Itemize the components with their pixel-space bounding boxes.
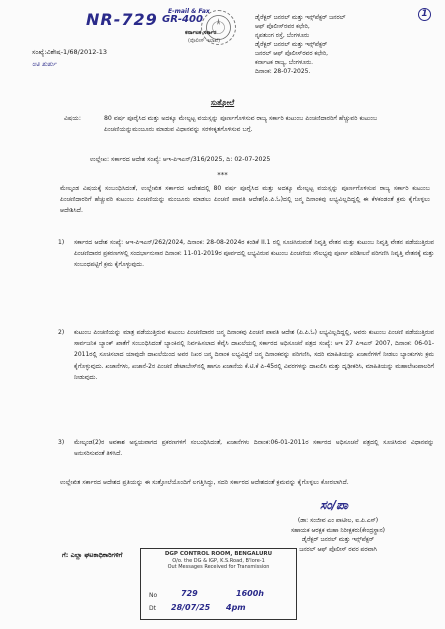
- handwritten-page-number: 1: [418, 8, 431, 21]
- stamp-line: O/o. the DG & IGP, K.S.Road, B'lore-1: [172, 558, 265, 564]
- signature-scribble: ಸಂ/ಪಾ: [320, 498, 348, 512]
- recipient-line: ಗೆ: ಎಲ್ಲಾ ಘಟಕಾಧಿಕಾರಿಗಳಿಗೆ: [62, 551, 123, 559]
- list-item-text: ಸರ್ಕಾರದ ಆದೇಶ ಸಂಖ್ಯೆ: ಆಇ-ಪಿಇಎನ್/262/2024, ದಿನಾಂಕ: 28-08-2024ರ ಕಂಡಿಕೆ II.1 ರಲ್ಲಿ ಸೂಚಿಸಿರುವಂತೆ ನಿವೃತ್ತಿ ವೇತನ ಮತ್ತು ಕುಟುಂಬ ನಿವೃತ್ತಿ ವೇತನ ಪಡೆಯುತ್ತಿರುವ ಪಿಂಚಣಿದಾರರ ಪ್ರಕರಣಗಳಲ್ಲಿ ಸಂದರ್ಭಾನುಸಾರ ದಿನಾಂಕ: 11-01-2019ರ ಪೂರ್ವದಲ್ಲಿ ಲಭ್ಯವಿರುವ ಕುಟುಂಬ ಪಿಂಚಣಿಯ ಸೌಲಭ್ಯವು ಪೂರ್ಣ ಪರಿಶೀಲನೆ ಪರಿಗಣಿಸಿ ನಿವೃತ್ತಿ ವೇತನಕ್ಕೆ ಮತ್ತು ಸಂಬಂಧಪಟ್ಟಿಗೆ ಕ್ರಮ ಕೈಗೊಳ್ಳುವುದು.: [74, 239, 434, 269]
- subject-label: ವಿಷಯ:: [64, 115, 81, 122]
- urgent-stamp: ಅತಿ ತುರ್ತು: [32, 60, 57, 68]
- separator: ***: [217, 171, 228, 179]
- intro-paragraph: ಮೇಲ್ಕಂಡ ವಿಷಯಕ್ಕೆ ಸಂಬಂಧಿಸಿದಂತೆ, ಉಲ್ಲೇಖಿತ ಸರ್ಕಾರದ ಆದೇಶದಲ್ಲಿ 80 ವರ್ಷ ಪೂರೈಸಿದ ಮತ್ತು ಅದಕ್ಕೂ ಮೇಲ್ಪಟ್ಟ ವಯಸ್ಸನ್ನು ಪೂರ್ಣಗೊಳಿಸುವ ರಾಜ್ಯ ಸರ್ಕಾರಿ ಕುಟುಂಬ ಪಿಂಚಣಿದಾರರಿಗೆ ಹೆಚ್ಚುವರಿ ಕುಟುಂಬ ಪಿಂಚಣಿಯನ್ನು ಮಂಜೂರು ಮಾಡಲು ಪಿಂಚಣಿ ಪಾವತಿ ಆದೇಶ(ಪಿ.ಪಿ.ಓ)ದಲ್ಲಿ ಜನ್ಮ ದಿನಾಂಕವು ಲಭ್ಯವಿಲ್ಲದಿದ್ದಲ್ಲಿ ಈ ಕೆಳಕಂಡಂತೆ ಕ್ರಮ ಕೈಗೊಳ್ಳಲು ಆದೇಶಿಸಿದೆ.: [60, 185, 430, 215]
- subject-text: 80 ವರ್ಷ ಪೂರೈಸಿದ ಮತ್ತು ಅದಕ್ಕೂ ಮೇಲ್ಪಟ್ಟ ವಯಸ್ಸನ್ನು ಪೂರ್ಣಗೊಳಿಸುವ ರಾಜ್ಯ ಸರ್ಕಾರಿ ಕುಟುಂಬ ಪಿಂಚಣಿದಾರರಿಗೆ ಹೆಚ್ಚುವರಿ ಕುಟುಂಬ ಪಿಂಚಣಿಯನ್ನುಮಂಜೂರು ಮಾಡುವ ವಿಧಾನವನ್ನು ಸರಳೀಕೃತಗೊಳಿಸುವ ಬಗ್ಗೆ.: [104, 115, 378, 133]
- stamp-line: Out Messages Received for Transmission: [167, 564, 270, 570]
- signatory-behalf: ಜನರಲ್ ಆಫ್ ಪೊಲೀಸ್ ರವರ ಪರವಾಗಿ: [299, 545, 377, 553]
- address-line: ಕರ್ನಾಟಕ ರಾಜ್ಯ, ಬೆಂಗಳೂರು.: [255, 59, 314, 66]
- control-room-receipt-stamp: [140, 548, 297, 620]
- address-line: ನೃಪತುಂಗ ರಸ್ತೆ, ಬೆಂಗಳೂರು: [255, 32, 310, 39]
- address-line: ಡೈರೆಕ್ಟರ್ ಜನರಲ್ ಮತ್ತು ಇನ್ಸ್‌ಪೆಕ್ಟರ್: [255, 41, 328, 48]
- handwritten-gr-number: GR-400: [162, 14, 203, 25]
- list-item: [58, 327, 434, 389]
- stamp-hw-time: 1600h: [236, 589, 264, 598]
- file-number: ಸಂಖ್ಯೆ:ವಿಶೇಷ-1/68/2012-13: [32, 48, 108, 56]
- circular-date: ದಿನಾಂಕ: 28-07-2025.: [255, 68, 311, 75]
- list-item-text: ಮೇಲ್ಕಂಡ(2)ರ ಅವಕಾಶ ಅನ್ವಯವಾಗದ ಪ್ರಕರಣಗಳಿಗೆ ಸಂಬಂಧಿಸಿದಂತೆ, ಖಜಾನೆಗಳು ದಿನಾಂಕ:06-01-2011ರ ಸರ್ಕಾರದ ಅಧಿಸೂಚನೆ ಪತ್ರದಲ್ಲಿ ಸೂಚಿಸಿರುವ ವಿಧಾನವನ್ನು ಅನುಸರಿಸುವಂತೆ ತಿಳಿಸಿದೆ.: [74, 439, 434, 458]
- seal-subcaption: (ಪೊಲೀಸ್ ಇಲಾಖೆ): [188, 38, 221, 44]
- office-address: [255, 13, 440, 76]
- signatory-behalf: ಡೈರೆಕ್ಟರ್ ಜನರಲ್ ಮತ್ತು ಇನ್ಸ್‌ಪೆಕ್ಟರ್: [301, 536, 375, 543]
- list-item-text: ಕುಟುಂಬ ಪಿಂಚಣಿಯನ್ನು ಮಾತ್ರ ಪಡೆಯುತ್ತಿರುವ ಕುಟುಂಬ ಪಿಂಚಣಿದಾರರ ಜನ್ಮ ದಿನಾಂಕವು ಪಿಂಚಣಿ ಪಾವತಿ ಆದೇಶ (ಪಿ.ಪಿ.ಓ) ಲಭ್ಯವಿಲ್ಲದಿದ್ದಲ್ಲಿ, ಅವರು ಕುಟುಂಬ ಪಿಂಚಣಿ ಪಡೆಯುತ್ತಿರುವ ಸಾರ್ವಜನಿಕ ಬ್ಯಾಂಕ್ ಖಾತೆಗೆ ಸಂಬಂಧಿಸಿದಂತೆ ಬ್ಯಾಂಕಿನಲ್ಲಿ ನಿರ್ವಹಿಸಲಾದ ಕೆವೈಸಿ ದಾಖಲೆಯಲ್ಲಿ ಸರ್ಕಾರದ ಅಧಿಸೂಚನೆ ಪತ್ರದ ಸಂಖ್ಯೆ: ಆಇ 27 ಪಿಇಎನ್ 2007, ದಿನಾಂಕ: 06-01-2011ರಲ್ಲಿ ಸೂಚಿಸಲಾದ ಯಾವುದೇ ದಾಖಲೆಯಿಂದ ಅವರ ನಿಖರ ಜನ್ಮ ದಿನಾಂಕ ಲಭ್ಯವಿದ್ದರೆ ಜನ್ಮ ದಿನಾಂಕವನ್ನು ಪರಿಗಣಿಸಿ, ಸದರಿ ಮಾಹಿತಿಯನ್ನು ಖಜಾನೆಗಳಿಗೆ ನೀಡಲು ಬ್ಯಾಂಕುಗಳು ಕ್ರಮ ಕೈಗೊಳ್ಳುವುದು. ಖಜಾನೆಗಳು, ಖಜಾನೆ-2ರ ಪಿಂಚಣಿ ಡೇಟಾಬೇಸ್‌ನಲ್ಲಿ ಹಾಗೂ ಖಜಾನೆಯ ಕೆ.ಟಿ.ಕೆ ಪಿ-45ರಲ್ಲಿ ವಿವರಗಳನ್ನು ದಾಖಲಿಸಿ ಮತ್ತು ದೃಢೀಕರಿಸಿ, ಮಾಹಿತಿಯನ್ನು ಮಹಾಲೇಖಪಾಲರಿಗೆ ನೀಡುವುದು.: [74, 329, 434, 381]
- stamp-heading: DGP CONTROL ROOM, BENGALURU: [164, 551, 273, 557]
- address-line: ಡೈರೆಕ್ಟರ್ ಜನರಲ್ ಮತ್ತು ಇನ್ಸ್‌ಪೆಕ್ಟರ್ ಜನರಲ್: [255, 14, 346, 21]
- list-item: [58, 437, 434, 465]
- handwritten-email-fax: E-mail & Fax: [168, 8, 210, 15]
- address-line: ಆಫ್ ಪೊಲೀಸ್‌ರವರ ಕಛೇರಿ,: [255, 23, 310, 30]
- stamp-hw-date: 28/07/25: [171, 603, 211, 612]
- closing-paragraph: ಉಲ್ಲೇಖಿತ ಸರ್ಕಾರದ ಆದೇಶದ ಪ್ರತಿಯನ್ನು ಈ ಸುತ್ತೋಲೆಯೊಂದಿಗೆ ಲಗತ್ತಿಸಿದ್ದು, ಸದರಿ ಸರ್ಕಾರದ ಆದೇಶದಂತೆ ಕ್ರಮವನ್ನು ಕೈಗೊಳ್ಳಲು ಕೋರಲಾಗಿದೆ.: [60, 479, 349, 486]
- handwritten-nr-number: NR-729: [86, 10, 158, 29]
- stamp-hw-number: 729: [181, 589, 198, 598]
- list-item: [58, 237, 434, 277]
- document-title: ಸುತ್ತೋಲೆ: [210, 98, 235, 107]
- stamp-hw-signature: 4pm: [226, 603, 246, 612]
- list-item-number: 1): [58, 239, 65, 246]
- seal-caption: ಕರ್ನಾಟಕ ಸರ್ಕಾರ: [185, 30, 217, 36]
- signatory-designation: ಸಹಾಯಕ ಆರಕ್ಷಕ ಮಹಾ ನಿರೀಕ್ಷಕರು(ಕೇಂದ್ರಸ್ಥಾನ): [290, 526, 386, 534]
- address-line: ಜನರಲ್ ಆಫ್ ಪೊಲೀಸ್‌ರವರ ಕಛೇರಿ,: [255, 50, 329, 57]
- stamp-date-label: Dt: [149, 605, 156, 612]
- list-item-number: 3): [58, 439, 65, 446]
- signatory-name: (ಡಾ: ಸಂಜೀವ ಎಂ ಪಾಟೀಲ, ಐ.ಪಿ.ಎಸ್): [297, 517, 379, 524]
- reference-line: ಉಲ್ಲೇಖ: ಸರ್ಕಾರದ ಆದೇಶ ಸಂಖ್ಯೆ: ಆಇ-ಪಿಇಎನ್/316/2025, ದಿ: 02-07-2025: [90, 156, 271, 163]
- list-item-number: 2): [58, 329, 65, 336]
- stamp-no-label: No: [149, 592, 158, 599]
- reference-header: [32, 46, 107, 70]
